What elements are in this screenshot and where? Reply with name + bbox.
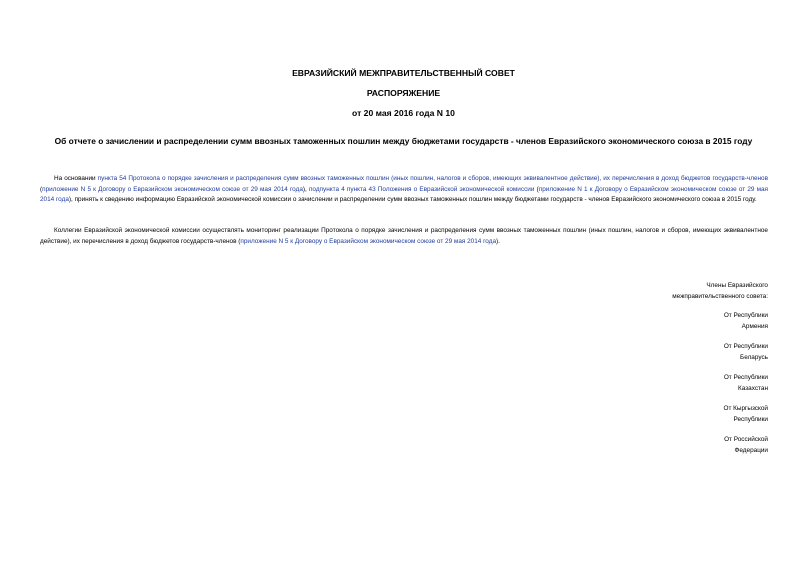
document-date-number: от 20 мая 2016 года N 10 xyxy=(352,108,455,118)
link-annex-5-treaty-2[interactable]: приложение N 5 к Договору о Евразийском экономическом союзе от 29 мая 2014 года xyxy=(240,237,496,245)
council-name: ЕВРАЗИЙСКИЙ МЕЖПРАВИТЕЛЬСТВЕННЫЙ СОВЕТ xyxy=(292,68,515,78)
signatories-heading xyxy=(568,281,768,302)
signatory-line-1: От Республики xyxy=(723,343,768,350)
link-commission-regulation[interactable]: подпункта 4 пункта 43 Положения о Евразийской экономической комиссии xyxy=(308,185,535,193)
paragraph-1 xyxy=(40,174,768,206)
signatory-belarus xyxy=(568,342,768,363)
signatory-line-2: Федерации xyxy=(734,446,768,454)
document-type: РАСПОРЯЖЕНИЕ xyxy=(366,88,441,98)
signatory-armenia xyxy=(568,311,768,332)
signatory-russia xyxy=(568,435,768,456)
paragraph-1-text-3: ), xyxy=(302,185,309,193)
signatory-line-2: Казахстан xyxy=(738,384,768,392)
signatories-heading-line-1: Члены Евразийского xyxy=(706,282,768,289)
signatory-line-1: От Российской xyxy=(724,436,768,443)
signatory-kyrgyzstan xyxy=(568,404,768,425)
paragraph-2-text-2: ). xyxy=(496,237,500,245)
signatory-line-1: От Республики xyxy=(723,374,768,381)
document-title: Об отчете о зачислении и распределении сумм ввозных таможенных пошлин между бюджетами государств - членов Евразийского экономического союза в 2015 году xyxy=(54,136,753,146)
signatory-kazakhstan xyxy=(568,373,768,394)
paragraph-2 xyxy=(40,226,768,247)
link-protocol-item-54[interactable]: пункта 54 Протокола о порядке зачисления и распределения сумм ввозных таможенных пошлин (иных пошлин, налогов и сборов, имеющих эквивалентное действие), их перечисления в доход бюджетов государств-членов xyxy=(97,175,768,182)
signatory-line-1: От Кыргызской xyxy=(723,405,768,412)
signatory-line-2: Армения xyxy=(741,322,768,330)
signatory-line-1: От Республики xyxy=(723,312,768,319)
paragraph-1-text-1: На основании xyxy=(54,175,98,182)
link-annex-1-treaty[interactable]: приложение N 1 к Договору о Евразийском экономическом союзе от 29 мая 2014 года xyxy=(40,185,769,203)
signatory-line-2: Беларусь xyxy=(740,353,768,361)
paragraph-1-text-2: ( xyxy=(40,185,43,193)
paragraph-1-text-4: ( xyxy=(534,185,539,193)
signatories-heading-line-2: межправительственного совета: xyxy=(672,292,768,300)
paragraph-2-text-1: Коллегии Евразийской экономической комиссии осуществлять мониторинг реализации Протокола о порядке зачисления и распределения сумм ввозных таможенных пошлин (иных пошлин, налогов и сборов, имеющих эквивалентное действие), их перечисления в доход бюджетов государств-членов ( xyxy=(40,227,768,245)
signatory-line-2: Республики xyxy=(733,415,768,423)
paragraph-1-text-5: ), принять к сведению информацию Евразийской экономической комиссии о зачислении и распределении сумм ввозных таможенных пошлин между бюджетами государств - членов Евразийского экономического союза в 2015 году. xyxy=(68,196,757,203)
link-annex-5-treaty[interactable]: приложение N 5 к Договору о Евразийском экономическом союзе от 29 мая 2014 года xyxy=(42,185,303,193)
